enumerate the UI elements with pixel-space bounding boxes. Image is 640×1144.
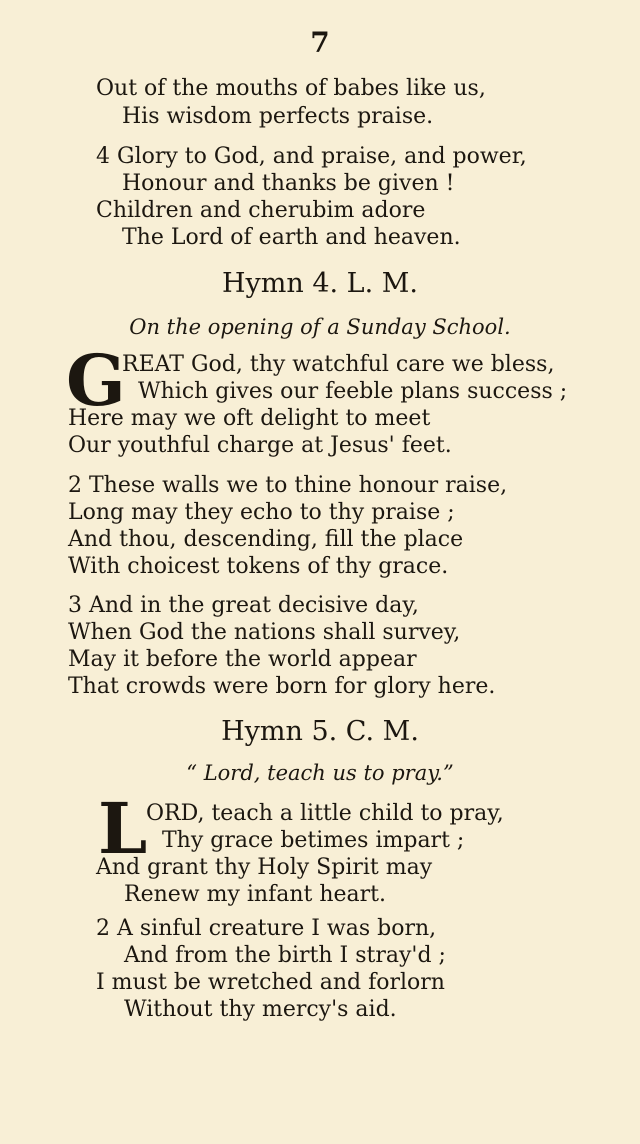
verse-line: 2 These walls we to thine honour raise,	[68, 473, 508, 498]
verse-line: May it before the world appear	[68, 647, 417, 672]
verse-line: Honour and thanks be given !	[122, 171, 455, 196]
verse-line: 3 And in the great decisive day,	[68, 593, 419, 618]
verse-line: And from the birth I stray'd ;	[124, 943, 446, 968]
verse-line: Children and cherubim adore	[96, 198, 426, 223]
verse-line: I must be wretched and forlorn	[96, 970, 445, 995]
verse-line: Thy grace betimes impart ;	[162, 828, 465, 853]
verse-line: Out of the mouths of babes like us,	[96, 76, 486, 101]
verse-line: REAT God, thy watchful care we bless,	[122, 352, 555, 377]
verse-line: When God the nations shall survey,	[68, 620, 461, 645]
verse-line: Which gives our feeble plans success ;	[138, 379, 568, 404]
page-number: 7	[310, 26, 330, 59]
drop-cap-l: L	[98, 787, 148, 870]
hymn-4-subtitle: On the opening of a Sunday School.	[129, 315, 511, 339]
verse-line: Our youthful charge at Jesus' feet.	[68, 433, 452, 458]
drop-cap-g: G	[66, 339, 126, 422]
verse-line: The Lord of earth and heaven.	[122, 225, 461, 250]
hymn-4-title: Hymn 4. L. M.	[221, 268, 419, 299]
verse-line: Long may they echo to thy praise ;	[68, 500, 455, 525]
verse-line: His wisdom perfects praise.	[122, 104, 434, 129]
verse-line: 2 A sinful creature I was born,	[96, 916, 437, 941]
verse-line: Renew my infant heart.	[124, 882, 387, 907]
verse-line: Without thy mercy's aid.	[124, 997, 397, 1022]
verse-line: 4 Glory to God, and praise, and power,	[96, 144, 527, 169]
hymn-5-title: Hymn 5. C. M.	[221, 716, 419, 747]
verse-line: And grant thy Holy Spirit may	[96, 855, 433, 880]
verse-line: With choicest tokens of thy grace.	[68, 554, 449, 579]
verse-line: ORD, teach a little child to pray,	[146, 801, 504, 826]
verse-line: That crowds were born for glory here.	[68, 674, 496, 699]
verse-line: Here may we oft delight to meet	[68, 406, 431, 431]
hymn-5-subtitle: “ Lord, teach us to pray.”	[186, 761, 454, 785]
verse-line: And thou, descending, fill the place	[68, 527, 464, 552]
